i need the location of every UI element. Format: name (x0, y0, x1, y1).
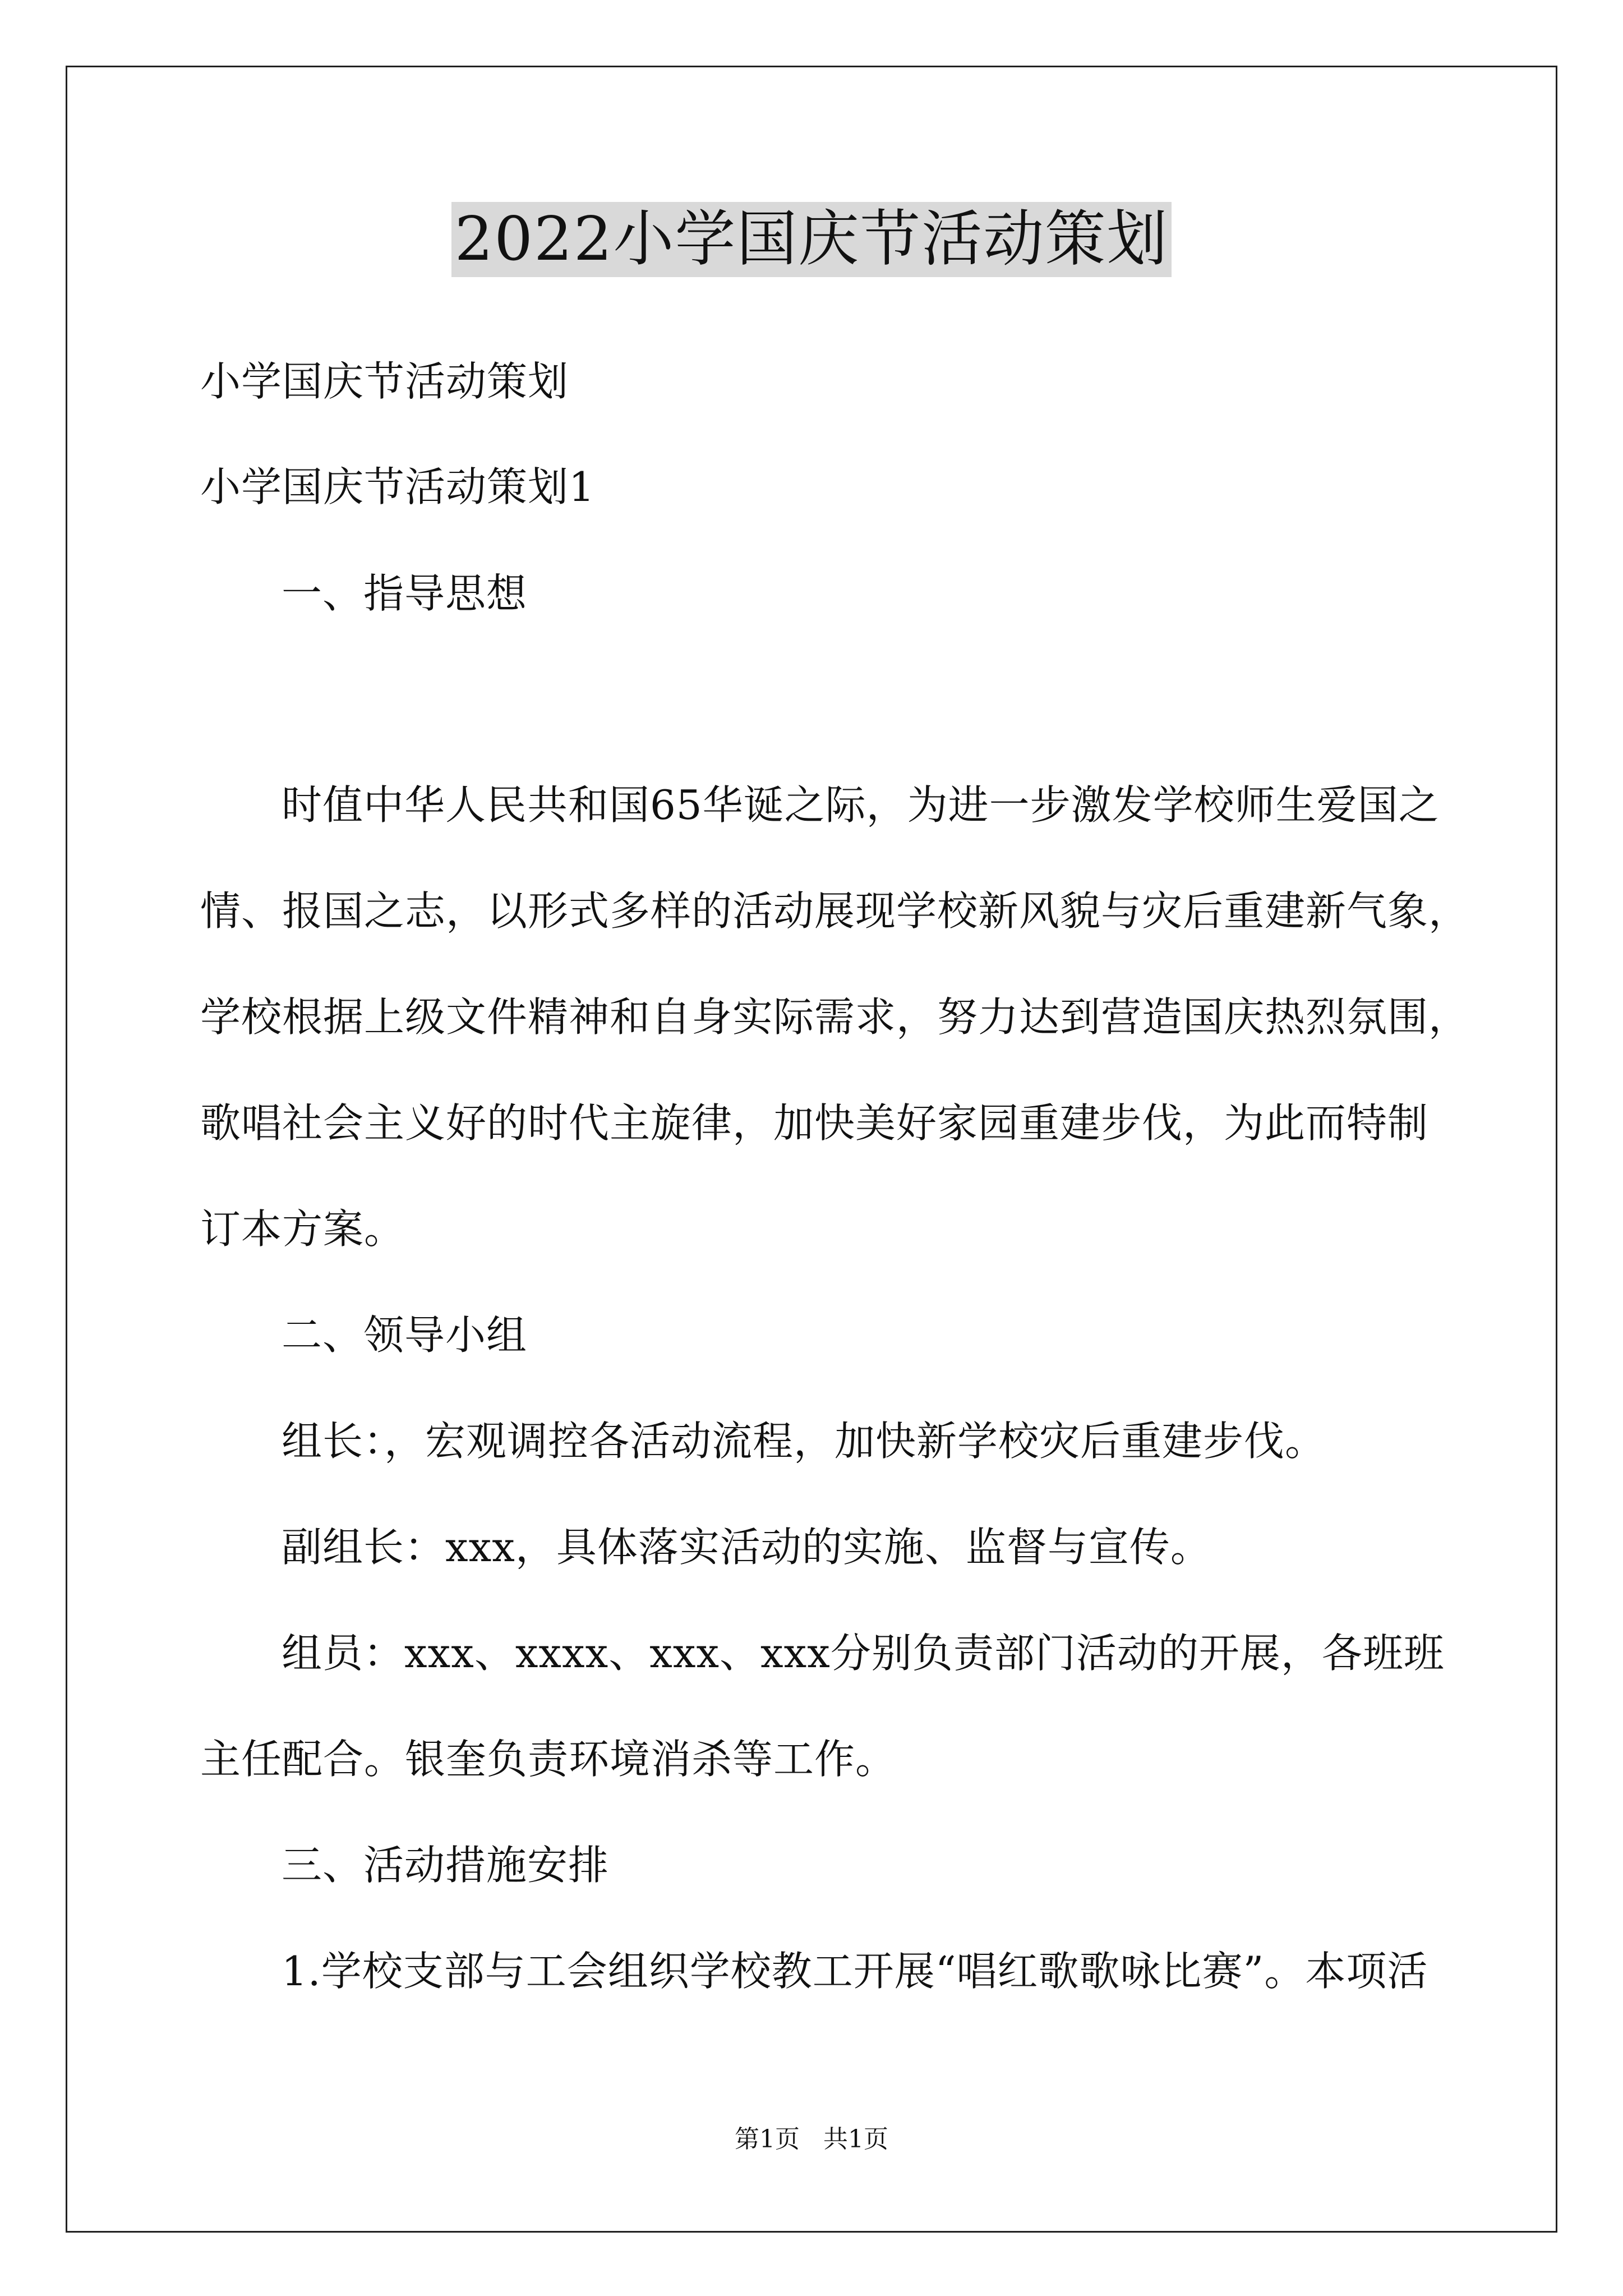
paragraph-line: 订本方案。 (200, 1205, 405, 1253)
paragraph-line: 歌唱社会主义好的时代主旋律，加快美好家园重建步伐，为此而特制 (200, 1099, 1429, 1147)
paragraph-line: 副组长：xxx，具体落实活动的实施、监督与宣传。 (282, 1524, 1211, 1571)
paragraph-line: 情、报国之志，以形式多样的活动展现学校新风貌与灾后重建新气象， (200, 887, 1470, 935)
paragraph-line: 主任配合。银奎负责环境消杀等工作。 (200, 1736, 897, 1783)
paragraph-line: 学校根据上级文件精神和自身实际需求，努力达到营造国庆热烈氛围， (200, 993, 1470, 1041)
heading-guiding-ideology: 一、指导思想 (282, 570, 528, 617)
heading-activity-arrangements: 三、活动措施安排 (282, 1842, 610, 1889)
page-footer: 第1页 共1页 (735, 2125, 888, 2154)
heading-leadership-group: 二、领导小组 (282, 1312, 528, 1359)
section-heading-1-title: 小学国庆节活动策划1 (200, 463, 595, 510)
paragraph-line: 组长：，宏观调控各活动流程，加快新学校灾后重建步伐。 (282, 1418, 1326, 1465)
title-container (0, 202, 1623, 277)
paragraph-line: 1.学校支部与工会组织学校教工开展“唱红歌歌咏比赛”。本项活 (282, 1948, 1428, 1995)
subtitle-line: 小学国庆节活动策划 (200, 358, 569, 405)
document-title: 2022小学国庆节活动策划 (451, 202, 1172, 277)
paragraph-line: 组员：xxx、xxxx、xxx、xxx分别负责部门活动的开展，各班班 (282, 1630, 1445, 1677)
paragraph-line: 时值中华人民共和国65华诞之际，为进一步激发学校师生爱国之 (282, 781, 1440, 829)
